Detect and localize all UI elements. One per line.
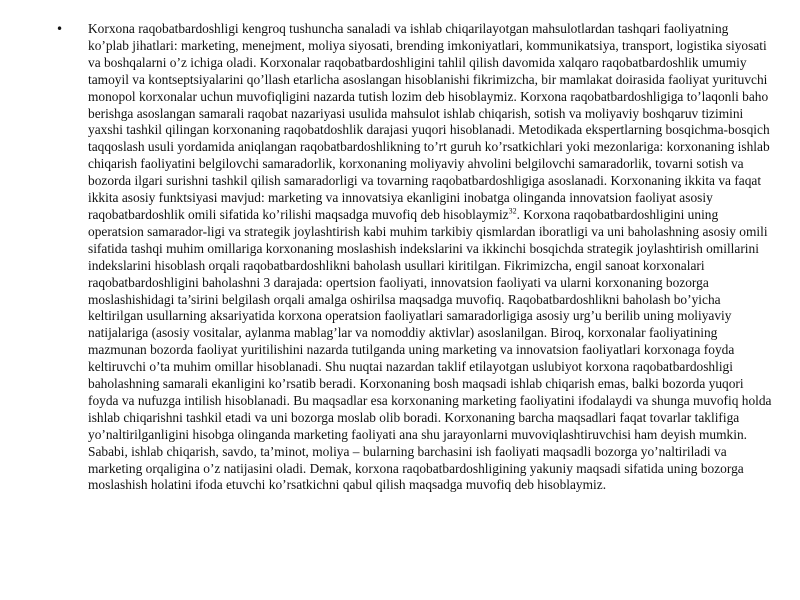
paragraph-text-part-1: Korxona raqobatbardoshligi kengroq tushuncha sanaladi va ishlab chiqarilayotgan mahsulotlardan tashqari faoliyatning ko’plab jihatlari: marketing, menejment, moliya siyosati, brending imkoniyatlari, kommunikatsiya, transport, logistika siyosati va boshqalarni o’z ichiga oladi. Korxonalar raqobatbardoshligini tahlil qilish davomida xalqaro raqobatbardoshlik umumiy tamoyil va kontseptsiyalarini qo’llash etarlicha asoslangan hisoblanishi fikrimizcha, bir mamlakat doirasida faoliyat yurituvchi monopol korxonalar uchun muvofiqligini nazarda tutish lozim deb hisoblaymiz. Korxona raqobatbardoshligiga to’laqonli baho berishga asoslangan samarali raqobat nazariyasi usulida mahsulot ishlab chiqarish, sotish va moliyaviy boshqaruv tizimini yaxshi tashkil qilingan korxonaning raqobatdoshlik darajasi yuqori hisoblanadi. Metodikada ekspertlarning bosqichma-bosqich taqqoslash usuli yordamida aniqlangan raqobatbardoshlikning to’rt guruh ko’rsatkichlari yoki mezonlariga: korxonaning ishlab chiqarish faoliyatini belgilovchi samaradorlik, korxonaning moliyaviy ahvolini belgilovchi samaradorlik, tovarni sotish va bozorda ilgari surishni tashkil qilish samaradorligi va tovarning raqobatbardoshligiga asoslanadi. Korxonaning ikkita va faqat ikkita asosiy funktsiyasi mavjud: marketing va innovatsiya ekanligini inobatga olinganda innovatsion faoliyat asosiy raqobatbardoshlik omili sifatida ko’rilishi maqsadga muvofiq deb hisoblaymiz	[88, 21, 770, 222]
paragraph-text-part-2: . Korxona raqobatbardoshligini uning operatsion samarador-ligi va strategik joylashtirish kabi muhim tarkibiy qismlardan iboratligi va uni baholashning asosiy omili sifatida tashqi muhim omillariga korxonaning moslashish indekslarini va ikkinchi bosqichda strategik joylashtirish omillarini indekslarini hisoblash orqali raqobatbardoshlikni baholash usullari kiritilgan. Fikrimizcha, engil sanoat korxonalari raqobatbardoshligini baholashni 3 darajada: opertsion faoliyati, innovatsion faoliyati va ularni korxonaning bozorga moslashishidagi ta’sirini belgilash orqali amalga oshirilsa maqsadga muvofiq. Raqobatbardoshlikni baholash bo’yicha keltirilgan usullarning aksariyatida korxona operatsion faoliyatlari samaradorligiga asosiy urg’u berilib uning moliyaviy natijalariga (asosiy vositalar, aylanma mablag’lar va nomoddiy aktivlar) asoslanilgan. Biroq, korxonalar faoliyatining mazmunan bozorda faoliyat yuritilishini nazarda tutilganda uning marketing va innovatsion faoliyatlari korxonaga foyda keltiruvchi o’ta muhim omillar hisoblanadi. Shu nuqtai nazardan taklif etilayotgan uslubiyot korxona raqobatbardoshligi baholashning samarali ekanligini ko’rsatib beradi. Korxonaning bosh maqsadi ishlab chiqarish emas, balki bozorda yuqori foyda va nufuzga intilish hisoblanadi. Bu maqsadlar esa korxonaning marketing faoliyatini ifodalaydi va shunga muvofiq holda ishlab chiqarishni tashkil etadi va uni bozorga moslab olib boradi. Korxonaning barcha maqsadlari faqat tovarlar taklifiga yo’naltirilganligini hisobga olinganda marketing faoliyati ana shu jarayonlarni muvoviqlashtiruvchisi ham deyish mumkin. Sababi, ishlab chiqarish, savdo, ta’minot, moliya – bularning barchasini ish faoliyati maqsadli bozorga yo’naltiriladi va marketing orqaligina o’z natijasini oladi. Demak, korxona raqobatbardoshligining yakuniy maqsadi sifatida uning bozorga moslashish holatini ifoda etuvchi ko’rsatkichni qabul qilish maqsadga muvofiq deb hisoblaymiz.	[88, 206, 772, 493]
bullet-dot-icon: •	[56, 22, 64, 36]
bullet-list	[56, 21, 772, 494]
footnote-reference: 32	[508, 206, 517, 216]
bullet-paragraph	[56, 21, 772, 494]
